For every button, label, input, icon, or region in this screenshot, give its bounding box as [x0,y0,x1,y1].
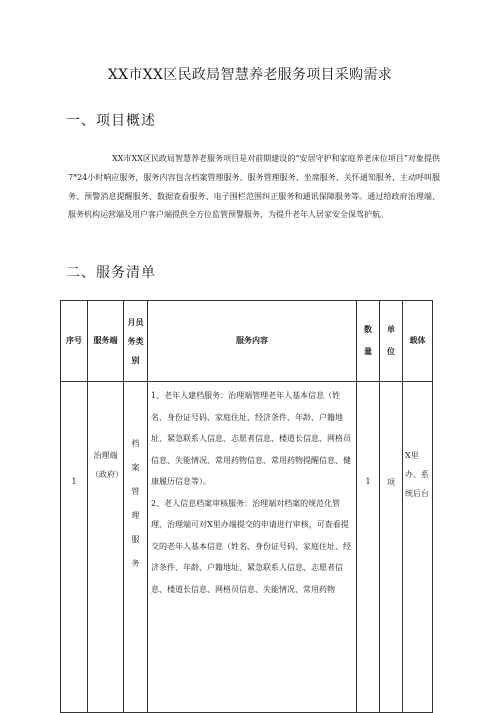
row-unit: 项 [387,478,395,487]
header-category-text: 月员务类别 [127,317,144,365]
overview-paragraph: XX市XX区民政局智慧养老服务项目是对前期建设的“安居守护和家庭养老床位项目”对象提供7*24小时响应服务，服务内容包含档案管理服务、服务管理服务、坐席服务、关怀通知服务、主动呼叫服务、预警消息提醒服务、数据查看服务、电子围栏范围纠正服务和通讯保障服务等。通过给政府治理端、服务机构运营端及用户客户端提供全方位监管预警服务，为提升老年人居家安全保驾护航。 [68,154,440,220]
service-item-2: 2、老人信息档案审核服务：治理端对档案的规范化管理，治理端可对X里办端提交的申请进行审核，可查看提交的老年人基本信息（姓名、身份证号码、家庭住址、经济条件、年龄、户籍地址、紧急联系人信息、志愿者信息、楼道长信息、网格员信息、失能情况、常用药物 [151,498,351,594]
cell-seq [61,382,88,713]
table-row [61,382,433,713]
section-heading-overview: 一、项目概述 [66,113,156,129]
row-seq: 1 [71,477,77,486]
header-carrier: 载体 [403,301,433,382]
header-portal: 服务端 [88,301,124,382]
cell-category [124,382,148,713]
row-category: 档案管理服务 [131,439,140,568]
header-qty [357,301,380,382]
cell-qty [357,382,380,713]
service-item-1: 1、老年人建档服务：治理端管理老年人基本信息（姓名、身份证号码、家庭住址、经济条件、年龄、户籍地址、紧急联系人信息、志愿者信息、楼道长信息、网格员信息、失能情况、常用药物信息、常用药物提醒信息、健康履历信息等）。 [151,391,351,486]
section-heading-service-list: 二、服务清单 [66,265,156,281]
cell-content [148,382,357,713]
row-portal: 治理端（政府） [91,451,123,479]
header-category [124,301,148,382]
cell-carrier [403,382,433,713]
row-carrier: X里办、系统后台 [405,451,429,498]
header-seq: 序号 [61,301,88,382]
header-content: 服务内容 [148,301,357,382]
header-unit [380,301,403,382]
header-qty-text: 数量 [364,325,372,356]
cell-portal [88,382,124,713]
cell-unit [380,382,403,713]
service-list-table [60,300,433,713]
document-title: XX市XX区民政局智慧养老服务项目采购需求 [107,67,393,83]
table-header-row [61,301,433,382]
header-unit-text: 单位 [387,325,395,356]
row-qty: 1 [365,477,371,486]
